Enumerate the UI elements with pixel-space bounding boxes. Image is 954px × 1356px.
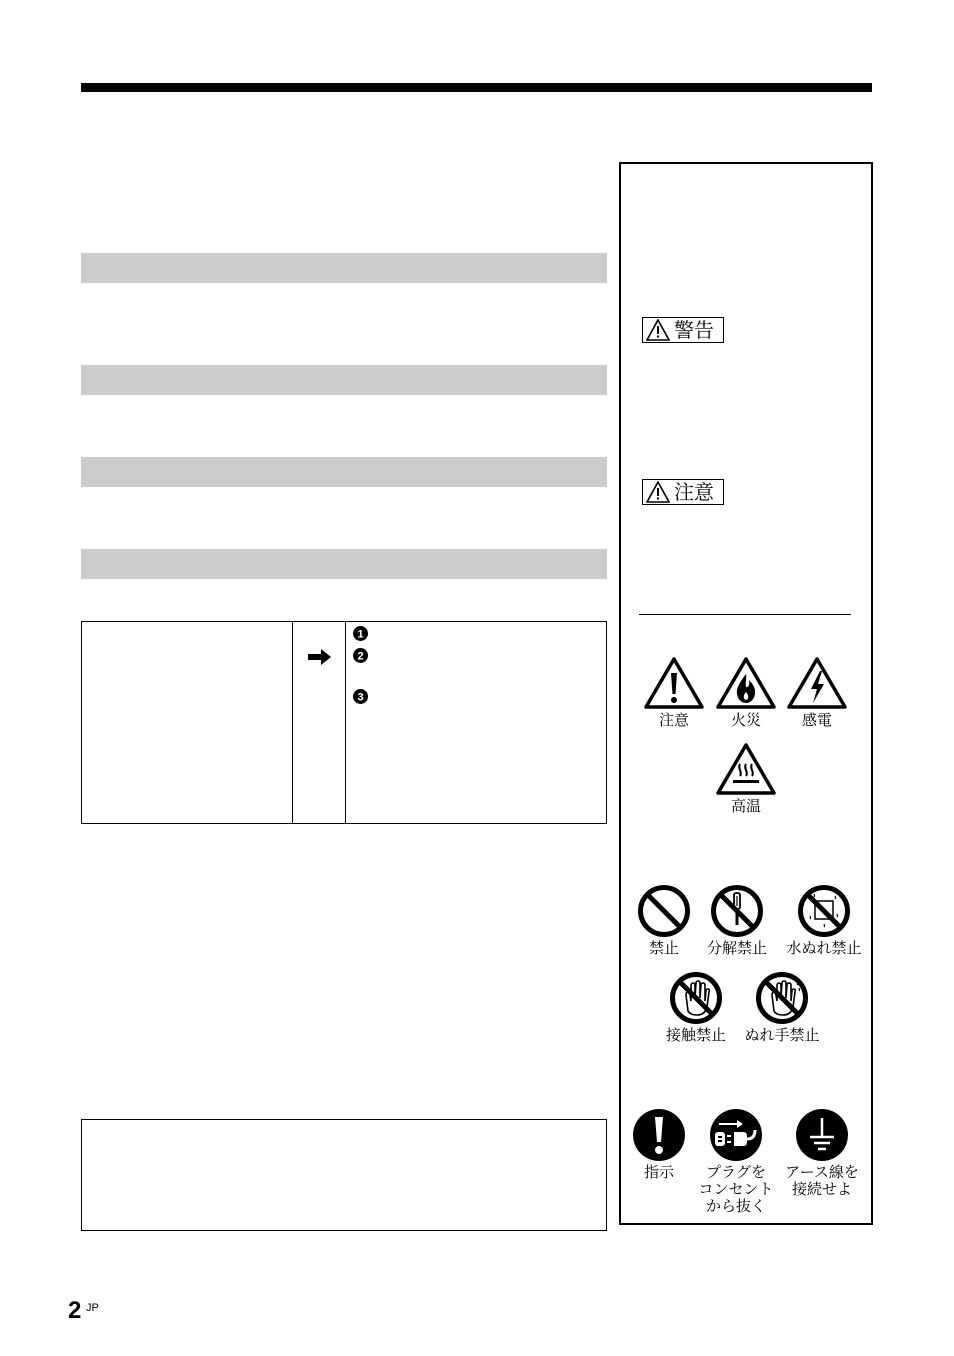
electric-shock-triangle-icon — [786, 656, 848, 710]
fire-triangle-icon — [715, 656, 777, 710]
warning-label — [642, 317, 724, 343]
symbol-label: 接触禁止 — [665, 1026, 726, 1044]
svg-text:3: 3 — [357, 691, 364, 704]
page-suffix: JP — [86, 1302, 99, 1314]
symbol-label: 分解禁止 — [706, 939, 767, 957]
symbol-label: 感電 — [801, 711, 832, 729]
section-band-2 — [81, 365, 607, 395]
symbol-label-line: コンセント — [698, 1180, 774, 1198]
unplug-icon — [709, 1108, 763, 1162]
prohibited-icon — [637, 884, 691, 938]
symbol-label: ぬれ手禁止 — [744, 1026, 820, 1044]
page-number: 2 — [68, 1297, 82, 1324]
table-divider — [345, 622, 346, 823]
header-rule — [81, 83, 872, 92]
symbol-label-line: プラグを — [705, 1163, 766, 1181]
symbol-label: 注意 — [658, 711, 689, 729]
symbol-label-line: から抜く — [705, 1197, 766, 1215]
exclamation-triangle-icon — [643, 656, 705, 710]
note-box — [81, 1119, 607, 1231]
section-band-1 — [81, 253, 607, 283]
caution-triangle-icon — [646, 481, 670, 503]
svg-text:2: 2 — [357, 650, 364, 663]
symbol-label: 水ぬれ禁止 — [786, 939, 862, 957]
warning-triangle-icon — [646, 319, 670, 341]
caution-label-text: 注意 — [674, 480, 714, 504]
step-2-icon — [353, 648, 368, 663]
symbol-label: 禁止 — [648, 939, 679, 957]
symbol-label-line: アース線を — [785, 1163, 859, 1181]
section-band-3 — [81, 457, 607, 487]
hot-surface-triangle-icon — [715, 742, 777, 796]
step-1-icon — [353, 626, 368, 641]
symbol-label — [777, 1164, 867, 1198]
ground-icon — [795, 1108, 849, 1162]
symbol-label: 高温 — [730, 797, 761, 815]
side-panel-divider — [639, 614, 851, 615]
symbol-label: 指示 — [643, 1163, 674, 1181]
table-divider — [292, 622, 293, 823]
no-touch-icon — [669, 971, 723, 1025]
no-disassembly-icon — [710, 884, 764, 938]
step-3-icon — [353, 689, 368, 704]
no-water-icon — [797, 884, 851, 938]
symbol-label — [691, 1164, 781, 1215]
caution-label — [642, 479, 724, 505]
mandatory-action-icon — [632, 1108, 686, 1162]
symbol-label: 火災 — [730, 711, 761, 729]
warning-label-text: 警告 — [674, 318, 714, 342]
svg-text:1: 1 — [357, 628, 364, 641]
procedure-table — [81, 621, 607, 824]
section-band-4 — [81, 549, 607, 579]
symbol-label-line: 接続せよ — [791, 1180, 852, 1198]
no-wet-hands-icon — [755, 971, 809, 1025]
right-arrow-icon — [307, 644, 333, 670]
